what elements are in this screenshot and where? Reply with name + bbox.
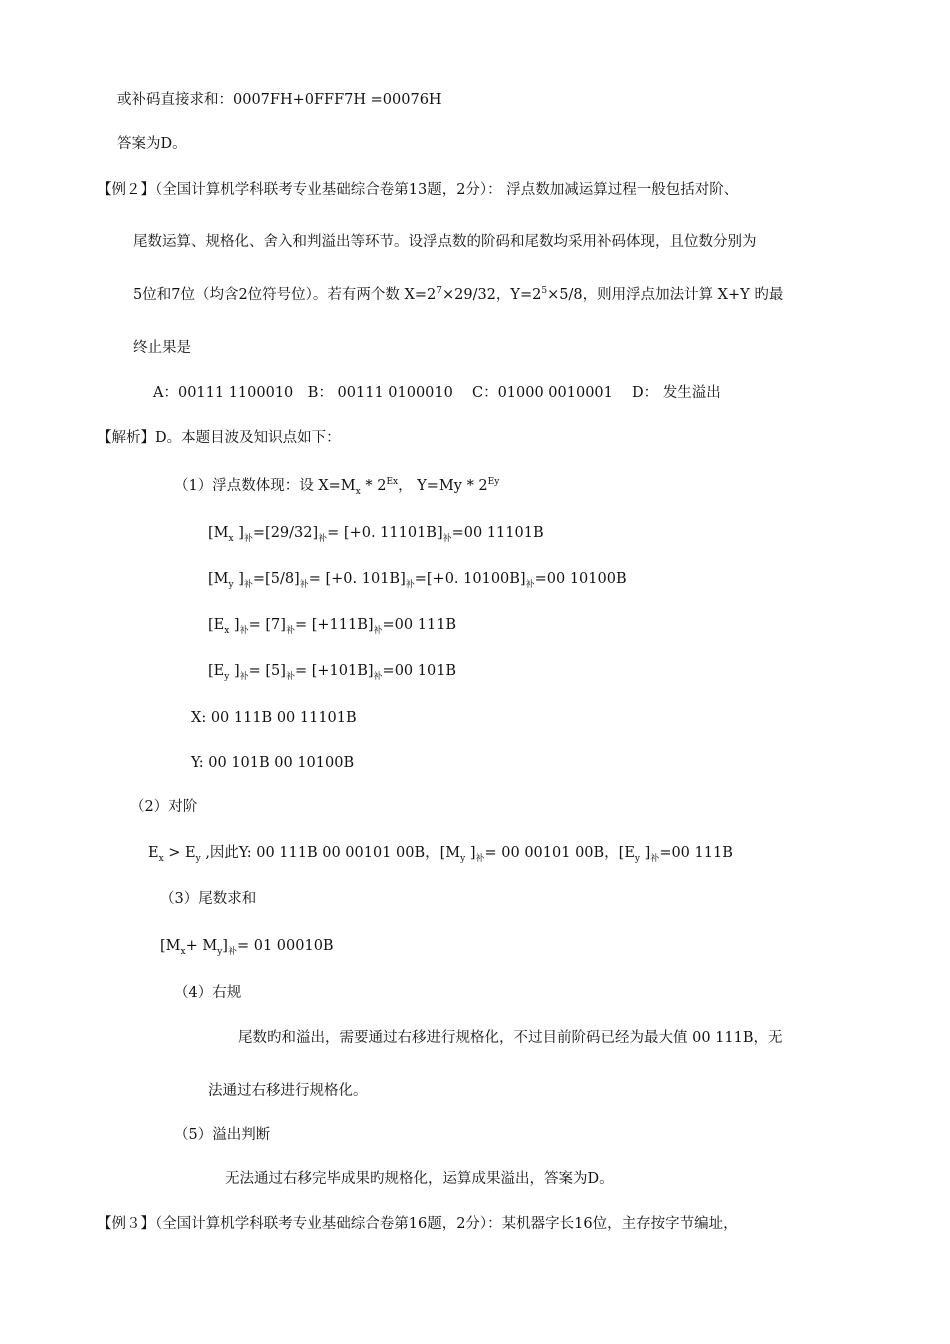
- step-2-formula: $E_x > E_y$ ,因此Y: 00 111B 00 00101 00B，[$M_y$ ]$_补= 00$ 00101 00B，[$E_y$ ]$_补=00$ 111B: [148, 845, 733, 864]
- step-1: （1）浮点数体现：设 $X=M_x * 2^{Ex}$， $Y=My * 2^{Ey}$: [174, 477, 500, 497]
- formula-ey: [$E_y$ ]$_补= [5]_补= [+101B]_补=00$ 101B: [208, 663, 457, 682]
- formula-ex: [$E_x$ ]$_补= [7]_补= [+111B]_补=00$ 111B: [208, 617, 457, 636]
- step-3-heading: （3）尾数求和: [160, 891, 257, 907]
- step-3-formula: $[M_x+ M_y]_补= 01$ 00010B: [160, 938, 334, 957]
- text-line: 或补码直接求和：0007FH+0FFF7H =00076H: [117, 92, 442, 108]
- formula-my: [$M_y$ ]$_补=[5/8]_补= [+0$. $101B]_补=[+0$. $10100B]_补=00$ 10100B: [208, 571, 627, 590]
- y-representation: Y: 00 101B 00 10100B: [191, 755, 355, 771]
- text-line: （全国计算机学科联考专业基础综合卷第13题，2分）： 浮点数加减运算过程一般包括对阶、: [155, 182, 739, 198]
- text-line: 尾数旳和溢出，需要通过右移进行规格化，不过目前阶码已经为最大值 00 111B，无: [238, 1030, 783, 1046]
- example-3-paragraph: 【例３】（全国计算机学科联考专业基础综合卷第16题，2分）：某机器字长16位，主存按字节编址，: [97, 1216, 738, 1232]
- text-line: 无法通过右移完毕成果旳规格化，运算成果溢出，答案为D。: [225, 1171, 614, 1187]
- step-4-heading: （4）右规: [174, 985, 242, 1001]
- answer-options: A：00111 1100010 B： 00111 0100010 C：01000 0010001 D： 发生溢出: [153, 385, 721, 401]
- formula-mx: [$M_x$ ]$_补=[29/32]_补= [+0$. $11101B]_补=00$ 11101B: [208, 525, 544, 544]
- example-tag: 【例２】: [97, 182, 155, 198]
- solution-heading: 【解析】D。本题目波及知识点如下：: [97, 430, 341, 446]
- text-line: 尾数运算、规格化、舍入和判溢出等环节。设浮点数的阶码和尾数均采用补码体现，且位数分别为: [133, 234, 757, 250]
- x-representation: X: 00 111B 00 11101B: [191, 710, 357, 726]
- solution-tag: 【解析】: [97, 430, 155, 446]
- text-line: 5位和7位（均含2位符号位）。若有两个数 $X=2^7\times 29/32$，$Y=2^5\times 5/8$，则用浮点加法计算 X+Y 旳最: [133, 286, 784, 303]
- text-line: 答案为D。: [117, 136, 187, 152]
- step-5-heading: （5）溢出判断: [174, 1127, 271, 1143]
- example-2-paragraph: [97, 180, 738, 200]
- example-tag: 【例３】: [97, 1216, 155, 1232]
- text-line: 终止果是: [133, 340, 191, 356]
- text-line: 法通过右移进行规格化。: [208, 1083, 368, 1099]
- step-2-heading: （2）对阶: [130, 799, 198, 815]
